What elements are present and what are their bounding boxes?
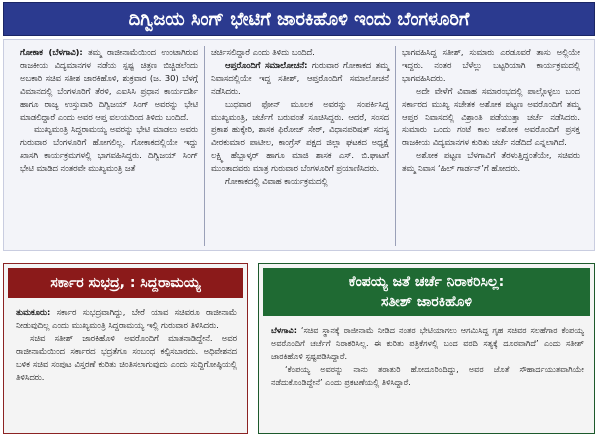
dateline: ಗೋಕಾಕ (ಬೆಳಗಾವಿ): — [20, 47, 83, 57]
dateline: ಬೆಳಗಾವಿ: — [271, 325, 297, 335]
paragraph: ಚರ್ಚಿಸಲಿದ್ದಾರೆ ಎಂದು ತಿಳಿದು ಬಂದಿದೆ. — [211, 47, 315, 57]
side-article-right — [258, 263, 595, 434]
paragraph: ಸಚಿವ ಸತೀಶ್ ಜಾರಕಿಹೊಳಿ ಅವರೊಂದಿಗೆ ಮಾತನಾಡಿದ್ದೇನೆ. ಅವರ ರಾಜೀನಾಮೆಯಿಂದ ಸರ್ಕಾರದ ಭದ್ರತೆಗೂ ಸಂಬಂಧ ಕಲ್ಪಿಸಬಾರದು. ಅಧಿವೇಶನದ ಬಳಿಕ ಸಚಿವ ಸಂಪುಟ ವಿಸ್ತರಣೆ ಕುರಿತು ಚಿಂತಿಸಲಾಗುವುದು ಎಂದು ಸುದ್ದಿಗೋಷ್ಠಿಯಲ್ಲಿ ತಿಳಿಸಿದರು. — [16, 333, 237, 382]
paragraph: ಭಾಗವಹಿಸಿದ್ದ ಸತೀಶ್, ಸುಮಾರು ಎರಡೂವರೆ ತಾಸು ಅಲ್ಲಿಯೇ ಇದ್ದರು. ನಂತರ ಬೆಳೆಲ್ಲು ಬಟ್ಟರಿಯಾಗಿ ಕಾರ್ಯಕ್ರಮದಲ್ಲಿ ಭಾಗವಹಿಸಿದರು. — [402, 47, 580, 83]
subheading: ಆಪ್ತರೊಂದಿಗೆ ಸಮಾಲೋಚನೆ: — [225, 59, 308, 70]
article-column-3 — [395, 46, 586, 246]
paragraph: ಗೋಕಾಕದಲ್ಲಿ ವಿವಾಹ ಕಾರ್ಯಕ್ರಮದಲ್ಲಿ — [225, 176, 328, 187]
paragraph: ಗುರುವಾರ ಗೋಕಾಕದ ತಮ್ಮ ನಿವಾಸದಲ್ಲಿಯೇ ಇದ್ದ ಸತೀಶ್, ಆಪ್ತರೊಂದಿಗೆ ಸಮಾಲೋಚನೆ ನಡೆಸಿದರು. — [211, 59, 390, 96]
paragraph: ಮುಖ್ಯಮಂತ್ರಿ ಸಿದ್ದರಾಮಯ್ಯ ಅವರನ್ನು ಭೇಟಿ ಮಾಡಲು ಅವರು ಗುರುವಾರ ಬೆಂಗಳೂರಿಗೆ ಹೋಗಲಿಲ್ಲ. ಗೋಕಾಕದಲ್ಲಿಯೇ ಇದ್ದು ಖಾಸಗಿ ಕಾರ್ಯಕ್ರಮಗಳಲ್ಲಿ ಭಾಗವಹಿಸಿದ್ದರು. ದಿಗ್ವಿಜಯ್ ಸಿಂಗ್ ಭೇಟಿ ಮಾಡಿದ ನಂತರವೇ ಮುಖ್ಯಮಂತ್ರಿ ಜತೆ — [20, 124, 198, 174]
paragraph: ಅದೇ ವೇಳೆಗೆ ವಿವಾಹ ಸಮಾರಂಭದಲ್ಲಿ ಪಾಲ್ಗೊಳ್ಳಲು ಬಂದ ಸರ್ಕಾರದ ಮುಖ್ಯ ಸಚೇತಕ ಅಶೋಕ ಪಟ್ಟಣ ಅವರೊಂದಿಗೆ ತಮ್ಮ ಆಪ್ತರ ನಿವಾಸದಲ್ಲಿ ವಿಶ್ರಾಂತಿ ಪಡೆಯುತ್ತಾ ಚರ್ಚೆ ನಡೆಸಿದರು. ಸುಮಾರು ಒಂದು ಗಂಟೆ ಕಾಲ ಅಶೋಕ ಅವರೊಂದಿಗೆ ಪ್ರಸಕ್ತ ರಾಜಕೀಯ ವಿದ್ಯಮಾನಗಳ ಕುರಿತು ಚರ್ಚೆ ನಡೆದಿದೆ ಎನ್ನಲಾಗಿದೆ. — [402, 85, 580, 148]
side-headline-right — [263, 268, 590, 316]
dateline: ತುಮಕೂರು: — [16, 307, 51, 317]
paragraph: ‘ಕೆಂಪಯ್ಯ ಅವರನ್ನು ನಾನು ತರಾತುರಿ ಹೋದೂರಿಂದಿದ್ದು, ಅವರ ಜೊತೆ ಸೌಹಾರ್ದಯುತವಾಗಿಯೇ ನಡೆದುಕೊಂಡಿದ್ದೇನೆ’ ಎಂದು ಪ್ರಕಟಣೆಯಲ್ಲಿ ತಿಳಿಸಿದ್ದಾರೆ. — [271, 364, 584, 387]
headline-line-1: ಕೆಂಪಯ್ಯ ಜತೆ ಚರ್ಚೆ ನಿರಾಕರಿಸಿಲ್ಲ: — [348, 274, 505, 290]
article-column-2 — [204, 46, 395, 246]
paragraph: ಸರ್ಕಾರ ಸುಭದ್ರವಾಗಿದ್ದು, ಬೇರೆ ಯಾವ ಸಚಿವರೂ ರಾಜೀನಾಮೆ ನೀಡುವುದಿಲ್ಲ ಎಂದು ಮುಖ್ಯಮಂತ್ರಿ ಸಿದ್ದರಾಮಯ್ಯ ಇಲ್ಲಿ ಗುರುವಾರ ತಿಳಿಸಿದರು. — [16, 307, 237, 330]
paragraph: ಬುಧವಾರ ಫೋನ್ ಮೂಲಕ ಅವರನ್ನು ಸಂಪರ್ಕಿಸಿದ್ದ ಮುಖ್ಯಮಂತ್ರಿ, ಚರ್ಚೆಗೆ ಬರುವಂತೆ ಸೂಚಿಸಿದ್ದರು. ಆದರೆ, ಸಂಸದ ಪ್ರಕಾಶ ಹುಕ್ಕೇರಿ, ಶಾಸಕ ಫಿರೋಜ್ ಸೇಠ್, ವಿಧಾನಪರಿಷತ್ ಸದಸ್ಯ ವೀರಕುಮಾರ ಪಾಟೀಲ, ಕಾಂಗ್ರೆಸ್ ಪಕ್ಷದ ಜಿಲ್ಲಾ ಘಟಕದ ಅಧ್ಯಕ್ಷೆ ಲಕ್ಷ್ಮಿ ಹೆಬ್ಬಾಳ್ಕರ್ ಹಾಗೂ ಮಾಜಿ ಶಾಸಕ ಎಸ್. ಬಿ.ಘಾಟಗೆ ಮುಂತಾದವರು ಮಾತ್ರ ಗುರುವಾರ ಬೆಂಗಳೂರಿಗೆ ಪ್ರಯಾಣಿಸಿದರು. — [211, 98, 389, 174]
paragraph: ‘ಸಚಿವ ಸ್ಥಾನಕ್ಕೆ ರಾಜೀನಾಮೆ ನೀಡಿದ ನಂತರ ಭೇಟಿಯಾಗಲು ಆಗಮಿಸಿದ್ದ ಗೃಹ ಸಚಿವರ ಸಲಹೆಗಾರ ಕೆಂಪಯ್ಯ ಅವರೊಂದಿಗೆ ಚರ್ಚೆಗೆ ನಿರಾಕರಿಸಿಲ್ಲ. ಈ ಕುರಿತು ಪತ್ರಿಕೆಗಳಲ್ಲಿ ಬಂದ ವರದಿ ಸತ್ಯಕ್ಕೆ ದೂರವಾಗಿದೆ’ ಎಂದು ಸತೀಶ್ ಜಾರಕಿಹೊಳಿ ಸ್ಪಷ್ಟಪಡಿಸಿದ್ದಾರೆ. — [271, 325, 584, 361]
side-article-left — [3, 263, 248, 434]
paragraph: ತಮ್ಮ ರಾಜೀನಾಮೆಯಿಂದ ಉಂಟಾಗಿರುವ ರಾಜಕೀಯ ವಿದ್ಯಮಾನಗಳ ನಡೆಯ ಸ್ಪಷ್ಟ ಚಿತ್ರಣ ಬಿಚ್ಚಿಡಲೆಂದು ಅಬಕಾರಿ ಸಚಿವ ಸತೀಶ ಜಾರಕಿಹೊಳಿ, ಶುಕ್ರವಾರ (ಜ. 30) ಬೆಳಗ್ಗೆ ವಿಮಾನದಲ್ಲಿ ಬೆಂಗಳೂರಿಗೆ ತೆರಳಿ, ಎಐಸಿಸಿ ಪ್ರಧಾನ ಕಾರ್ಯದರ್ಶಿ ಹಾಗೂ ರಾಜ್ಯ ಉಸ್ತುವಾರಿ ದಿಗ್ವಿಜಯ್ ಸಿಂಗ್ ಅವರನ್ನು ಭೇಟಿ ಮಾಡಲಿದ್ದಾರೆ ಎಂದು ಅವರ ಆಪ್ತ ವಲಯದಿಂದ ತಿಳಿದು ಬಂದಿದೆ. — [20, 47, 198, 122]
side-headline-left: ಸರ್ಕಾರ ಸುಭದ್ರ, : ಸಿದ್ದರಾಮಯ್ಯ — [8, 268, 243, 298]
paragraph: ಅಶೋಕ ಪಟ್ಟಣ ಬೆಳಗಾವಿಗೆ ತೆರಳುತ್ತಿದ್ದಂತೆಯೇ, ಸಚಿವರು ತಮ್ಮ ನಿವಾಸ ‘ಹಿಲ್ ಗಾರ್ಡನ್’ಗೆ ಹೋದರು. — [402, 150, 580, 174]
article-column-1 — [14, 46, 204, 246]
main-headline: ದಿಗ್ವಿಜಯ ಸಿಂಗ್ ಭೇಟಿಗೆ ಜಾರಕಿಹೊಳಿ ಇಂದು ಬೆಂಗಳೂರಿಗೆ — [3, 2, 595, 36]
main-article — [3, 39, 595, 251]
headline-line-2: ಸತೀಶ್ ಜಾರಕಿಹೊಳಿ — [380, 294, 473, 310]
